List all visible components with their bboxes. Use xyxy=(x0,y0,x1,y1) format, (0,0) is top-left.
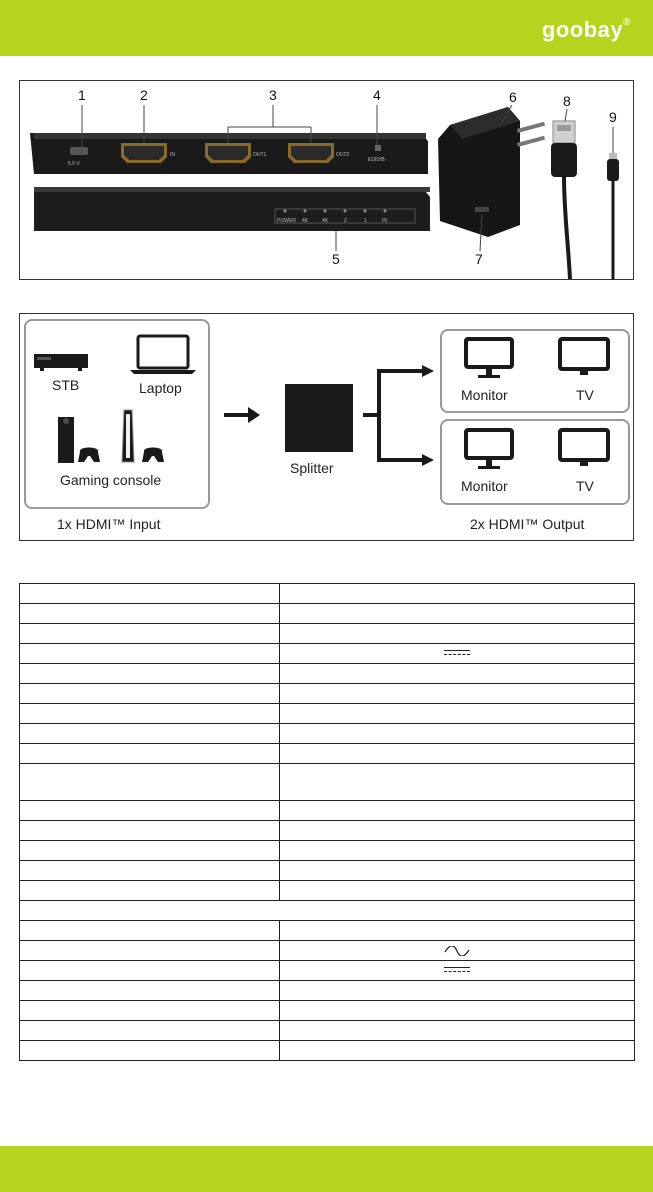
specifications-table xyxy=(19,583,635,1061)
label-gaming-console: Gaming console xyxy=(60,472,162,488)
output-caption: 2x HDMI™ Output xyxy=(470,516,585,532)
callout-3: 3 xyxy=(269,87,277,103)
table-cell-value xyxy=(280,841,635,861)
table-cell-label xyxy=(20,921,280,941)
callout-6: 6 xyxy=(509,89,517,105)
led-label-3: 2 xyxy=(344,218,347,224)
stb-icon xyxy=(34,354,88,371)
port-label-in: IN xyxy=(170,152,175,158)
led-label-1: 4K xyxy=(302,218,309,224)
table-cell-value xyxy=(280,644,635,664)
label-tv-1: TV xyxy=(576,387,594,403)
table-row xyxy=(20,604,635,624)
table-row xyxy=(20,821,635,841)
table-cell-value xyxy=(280,1041,635,1061)
table-cell-value xyxy=(280,981,635,1001)
table-row xyxy=(20,1001,635,1021)
port-label-out2: OUT2 xyxy=(336,152,350,158)
splitter-top xyxy=(34,187,430,231)
table-cell-value xyxy=(280,941,635,961)
laptop-icon xyxy=(130,336,196,374)
table-row xyxy=(20,921,635,941)
table-row xyxy=(20,941,635,961)
table-cell-value xyxy=(280,881,635,901)
led-label-0: POWER xyxy=(277,218,296,224)
diagram-graphics xyxy=(20,314,633,540)
table-cell-label xyxy=(20,624,280,644)
dc-symbol-icon xyxy=(444,967,470,975)
table-cell-value xyxy=(280,1001,635,1021)
splitter-front xyxy=(30,133,428,174)
gaming-console-icon xyxy=(58,410,164,463)
usb-a-cable xyxy=(551,121,577,279)
input-arrow xyxy=(224,407,260,423)
micro-usb-cable xyxy=(607,153,619,279)
table-cell-label xyxy=(20,684,280,704)
table-cell-value xyxy=(280,584,635,604)
port-label-out1: OUT1 xyxy=(253,152,267,158)
monitor-icon-2 xyxy=(466,430,512,469)
led-label-5: IN xyxy=(382,218,387,224)
table-cell-value xyxy=(280,624,635,644)
port-label-usb: 5.0 V xyxy=(68,161,80,167)
table-cell-label xyxy=(20,841,280,861)
table-cell-value xyxy=(280,664,635,684)
brand-logo xyxy=(542,17,631,43)
table-cell-label xyxy=(20,744,280,764)
table-cell-label xyxy=(20,981,280,1001)
table-cell-value xyxy=(280,821,635,841)
table-cell-value xyxy=(280,724,635,744)
table-cell-label xyxy=(20,764,280,801)
brand-name: goobay xyxy=(541,17,624,42)
label-laptop: Laptop xyxy=(139,380,182,396)
splitter-box xyxy=(285,384,353,452)
label-stb: STB xyxy=(52,377,80,393)
ac-symbol-icon xyxy=(444,946,470,956)
table-row xyxy=(20,1021,635,1041)
table-cell-value xyxy=(280,684,635,704)
table-cell-label xyxy=(20,584,280,604)
table-cell-value xyxy=(280,744,635,764)
callout-2: 2 xyxy=(140,87,148,103)
dc-symbol-icon xyxy=(444,650,470,658)
table-row xyxy=(20,1041,635,1061)
table-cell-label xyxy=(20,801,280,821)
table-cell-label xyxy=(20,881,280,901)
table-row xyxy=(20,981,635,1001)
table-cell-value xyxy=(280,764,635,801)
callout-8: 8 xyxy=(563,93,571,109)
table-cell-label xyxy=(20,644,280,664)
table-cell-value xyxy=(280,801,635,821)
table-cell-value xyxy=(280,921,635,941)
table-cell-label xyxy=(20,961,280,981)
table-cell-value xyxy=(280,1021,635,1041)
table-row xyxy=(20,881,635,901)
power-adapter xyxy=(438,107,545,237)
table-cell-label xyxy=(20,821,280,841)
table-row xyxy=(20,724,635,744)
callout-5: 5 xyxy=(332,251,340,267)
led-label-4: 1 xyxy=(364,218,367,224)
callout-9: 9 xyxy=(609,109,617,125)
table-cell-value xyxy=(280,961,635,981)
label-splitter: Splitter xyxy=(290,460,334,476)
table-row xyxy=(20,801,635,821)
monitor-icon-1 xyxy=(466,339,512,378)
table-cell-label xyxy=(20,1041,280,1061)
label-monitor-2: Monitor xyxy=(461,478,508,494)
table-row xyxy=(20,584,635,604)
table-row xyxy=(20,644,635,664)
table-cell-label xyxy=(20,941,280,961)
label-tv-2: TV xyxy=(576,478,594,494)
output-arrows xyxy=(363,371,424,460)
led-label-2: 4K xyxy=(322,218,329,224)
table-cell-label xyxy=(20,861,280,881)
table-cell-label xyxy=(20,724,280,744)
table-cell-value xyxy=(280,604,635,624)
table-row xyxy=(20,664,635,684)
table-cell-value xyxy=(280,861,635,881)
table-cell-label xyxy=(20,664,280,684)
table-cell-label xyxy=(20,1001,280,1021)
table-cell-label xyxy=(20,604,280,624)
callout-7: 7 xyxy=(475,251,483,267)
table-row xyxy=(20,764,635,801)
footer-bar xyxy=(0,1146,653,1192)
product-figure xyxy=(19,80,634,280)
table-row xyxy=(20,704,635,724)
table-cell-label xyxy=(20,1021,280,1041)
header-bar xyxy=(0,0,653,56)
tv-icon-2 xyxy=(560,430,608,466)
product-illustration xyxy=(20,81,633,279)
table-cell-label xyxy=(20,704,280,724)
table-row xyxy=(20,624,635,644)
tv-icon-1 xyxy=(560,339,608,375)
table-row xyxy=(20,684,635,704)
table-row xyxy=(20,861,635,881)
port-label-edid: EDID/B xyxy=(368,157,385,163)
table-row xyxy=(20,841,635,861)
callout-1: 1 xyxy=(78,87,86,103)
label-monitor-1: Monitor xyxy=(461,387,508,403)
table-row xyxy=(20,961,635,981)
table-cell-value xyxy=(280,704,635,724)
callout-4: 4 xyxy=(373,87,381,103)
table-row xyxy=(20,744,635,764)
brand-registered: ® xyxy=(623,17,631,28)
input-caption: 1x HDMI™ Input xyxy=(57,516,161,532)
connection-diagram xyxy=(19,313,634,541)
table-section-header xyxy=(20,901,635,921)
table-row xyxy=(20,901,635,921)
